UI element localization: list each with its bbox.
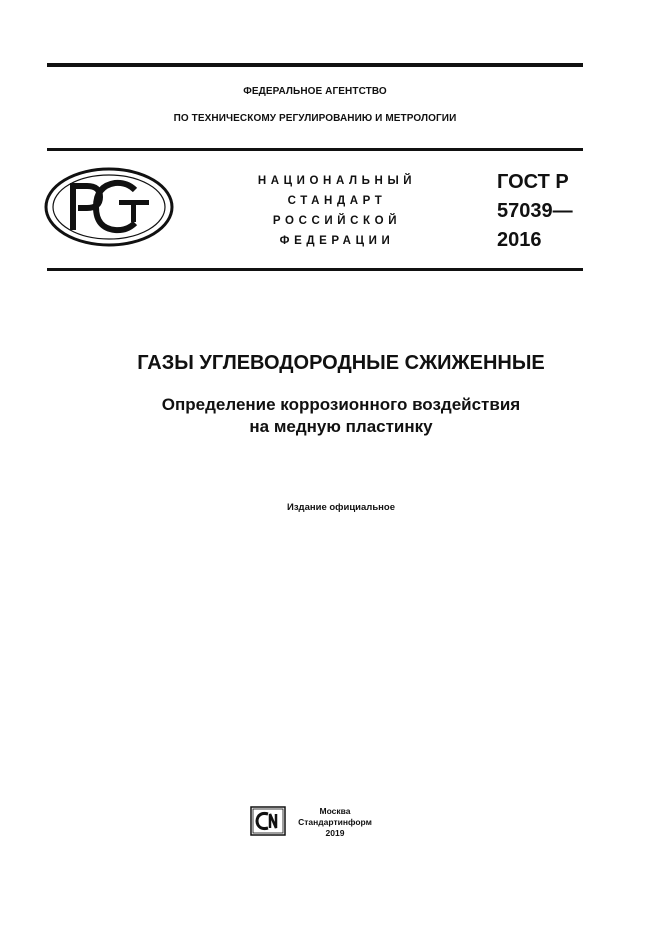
publication-year: 2019 <box>325 828 345 838</box>
header-rule <box>47 148 583 151</box>
gost-label: ГОСТ Р <box>497 171 569 193</box>
agency-line-1: ФЕДЕРАЛЬНОЕ АГЕНТСТВО <box>243 86 387 97</box>
top-rule <box>47 63 583 67</box>
standard-type-line: РОССИЙСКОЙ <box>272 215 402 227</box>
standard-type-line: ФЕДЕРАЦИИ <box>279 235 395 247</box>
subtitle-line-1: Определение коррозионного воздействия <box>161 395 521 414</box>
gost-number-block <box>497 168 573 255</box>
standard-type-line: НАЦИОНАЛЬНЫЙ <box>257 175 417 187</box>
standartinform-logo-icon <box>250 806 286 836</box>
gost-year: 2016 <box>497 229 542 251</box>
standard-rule <box>47 268 583 271</box>
publisher-block <box>290 806 380 839</box>
agency-line-2: ПО ТЕХНИЧЕСКОМУ РЕГУЛИРОВАНИЮ И МЕТРОЛОГИИ <box>173 113 457 124</box>
subtitle-line-2: на медную пластинку <box>249 417 433 436</box>
edition-note: Издание официальное <box>287 502 395 513</box>
publisher-city: Москва <box>319 806 351 816</box>
rst-certification-logo-icon <box>43 166 175 248</box>
standard-type-block <box>232 171 442 251</box>
gost-number: 57039— <box>497 200 573 222</box>
document-subtitle <box>47 394 635 438</box>
publisher-name: Стандартинформ <box>298 817 372 827</box>
document-title: ГАЗЫ УГЛЕВОДОРОДНЫЕ СЖИЖЕННЫЕ <box>137 352 545 374</box>
standard-type-line: СТАНДАРТ <box>287 195 387 207</box>
